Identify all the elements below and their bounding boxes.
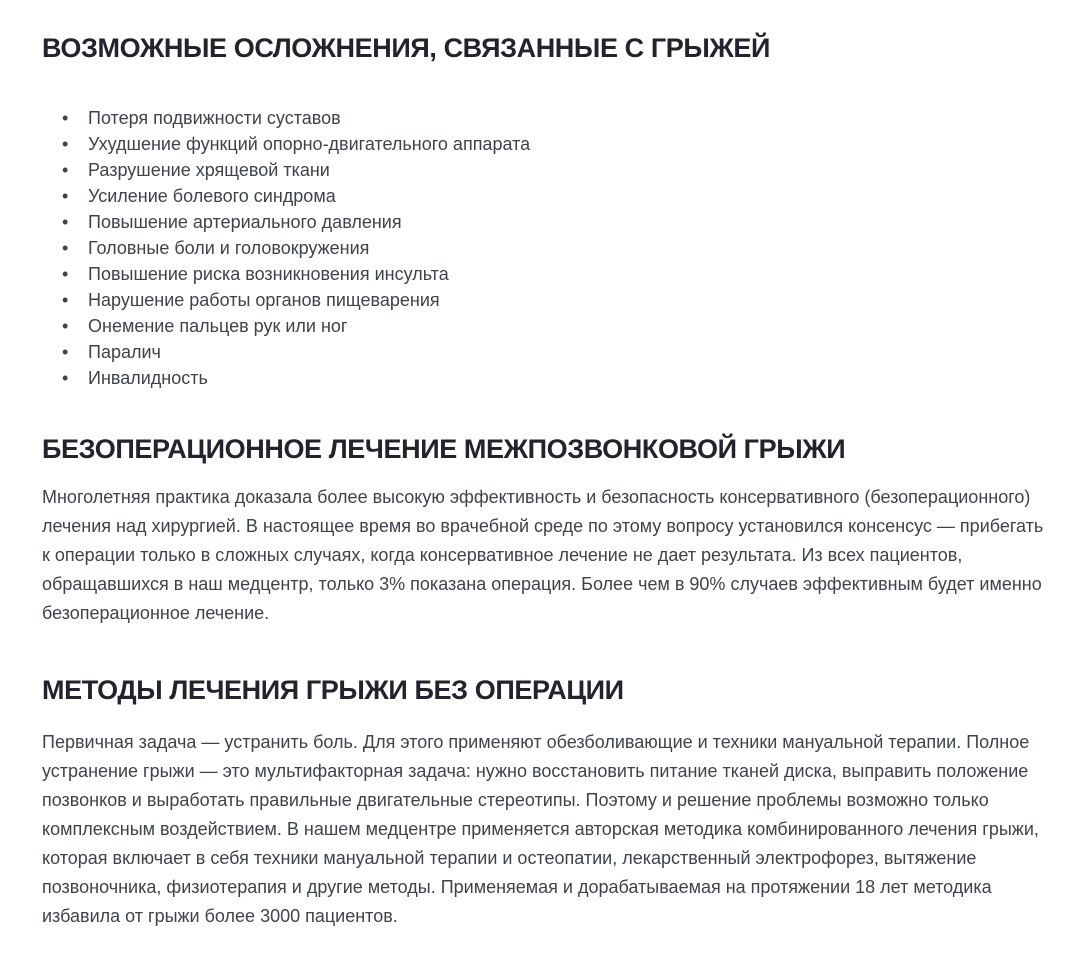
list-item <box>62 157 1047 183</box>
paragraph-nonsurgical-treatment: Многолетняя практика доказала более высокую эффективность и безопасность консервативного (безоперационного) лечения над хирургией. В настоящее время во врачебной среде по этому вопросу установился консенсус — прибегать к операции только в сложных случаях, когда консервативное лечение не дает результата. Из всех пациентов, обращавшихся в наш медцентр, только 3% показана операция. Более чем в 90% случаев эффективным будет именно безоперационное лечение. <box>42 487 1044 624</box>
list-item-text: Паралич <box>88 342 161 363</box>
paragraph-treatment-methods: Первичная задача — устранить боль. Для этого применяют обезболивающие и техники мануальной терапии. Полное устранение грыжи — это мультифакторная задача: нужно восстановить питание тканей диска, выправить положение позвонков и выработать правильные двигательные стереотипы. Поэтому и решение проблемы возможно только комплексным воздействием. В нашем медцентре применяется авторская методика комбинированного лечения грыжи, которая включает в себя техники мануальной терапии и остеопатии, лекарственный электрофорез, вытяжение позвоночника, физиотерапия и другие методы. Применяемая и дорабатываемая на протяжении 18 лет методика избавила от грыжи более 3000 пациентов. <box>42 732 1039 927</box>
list-item-text: Повышение артериального давления <box>88 212 402 233</box>
list-item <box>62 287 1047 313</box>
complications-list <box>42 105 1047 391</box>
bullet-icon: • <box>62 186 69 207</box>
bullet-icon: • <box>62 108 69 129</box>
bullet-icon: • <box>62 316 69 337</box>
list-item-text: Ухудшение функций опорно-двигательного аппарата <box>88 134 531 155</box>
list-item <box>62 131 1047 157</box>
list-item <box>62 183 1047 209</box>
bullet-icon: • <box>62 212 69 233</box>
section-title-complications: ВОЗМОЖНЫЕ ОСЛОЖНЕНИЯ, СВЯЗАННЫЕ С ГРЫЖЕЙ <box>42 33 771 63</box>
bullet-icon: • <box>62 368 69 389</box>
section-title-treatment-methods: МЕТОДЫ ЛЕЧЕНИЯ ГРЫЖИ БЕЗ ОПЕРАЦИИ <box>42 675 624 706</box>
bullet-icon: • <box>62 238 69 259</box>
list-item <box>62 209 1047 235</box>
list-item-text: Повышение риска возникновения инсульта <box>88 264 449 285</box>
list-item <box>62 261 1047 287</box>
list-item <box>62 313 1047 339</box>
bullet-icon: • <box>62 160 69 181</box>
list-item-text: Потеря подвижности суставов <box>88 108 341 129</box>
bullet-icon: • <box>62 342 69 363</box>
section-title-nonsurgical-treatment: БЕЗОПЕРАЦИОННОЕ ЛЕЧЕНИЕ МЕЖПОЗВОНКОВОЙ ГРЫЖИ <box>42 434 846 465</box>
list-item <box>62 339 1047 365</box>
list-item-text: Разрушение хрящевой ткани <box>88 160 330 181</box>
bullet-icon: • <box>62 290 69 311</box>
list-item <box>62 235 1047 261</box>
list-item-text: Головные боли и головокружения <box>88 238 370 259</box>
article-content <box>42 34 1047 931</box>
list-item-text: Инвалидность <box>88 368 208 389</box>
list-item <box>62 105 1047 131</box>
list-item <box>62 365 1047 391</box>
list-item-text: Нарушение работы органов пищеварения <box>88 290 440 311</box>
bullet-icon: • <box>62 134 69 155</box>
bullet-icon: • <box>62 264 69 285</box>
list-item-text: Онемение пальцев рук или ног <box>88 316 348 337</box>
list-item-text: Усиление болевого синдрома <box>88 186 336 207</box>
